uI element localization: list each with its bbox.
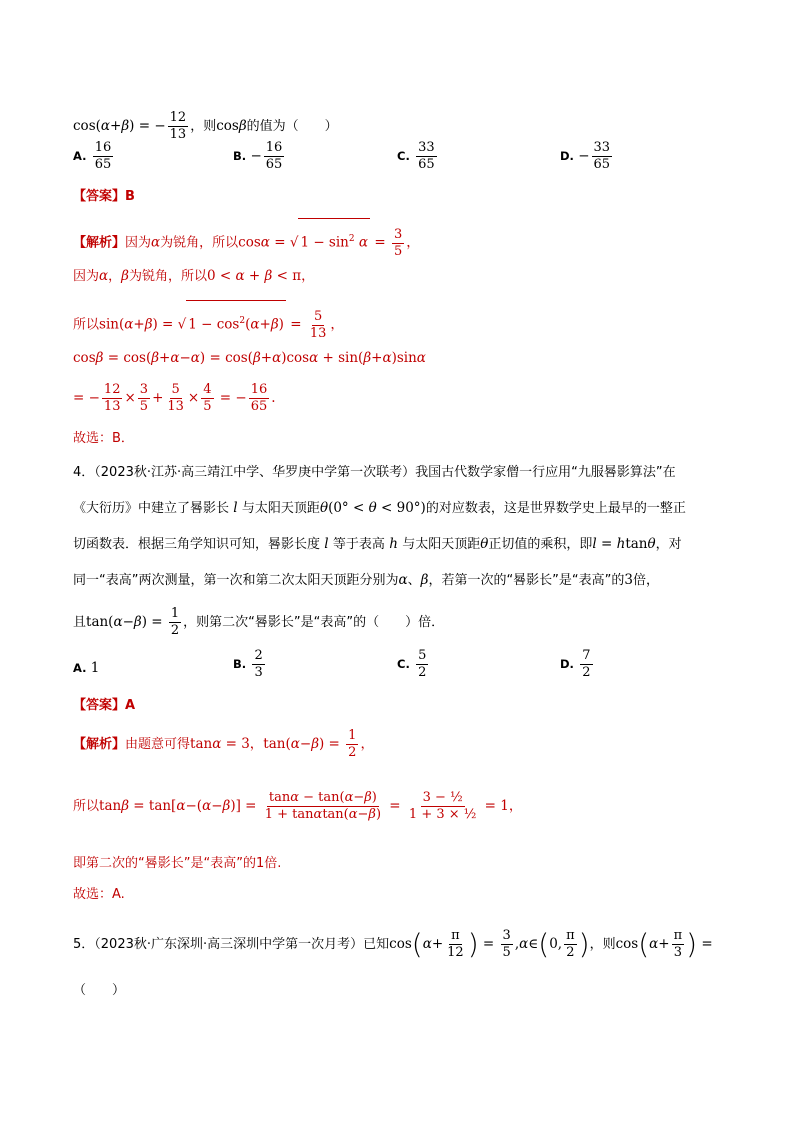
- q4-option-c: C. $\frac{5}{2}$: [397, 648, 427, 680]
- q3-analysis-line-4: cosβ = cos(β+α−α) = cos(β+α)cosα + sin(β+α)sinα: [73, 350, 426, 366]
- q4-conclusion: 故选：A.: [73, 887, 125, 902]
- q4-analysis-line-2: 所以tanβ = tan[α−(α−β)] = $\frac{\tan\alpha - \tan(\alpha-\beta)}{1 + \tan\alpha\tan(\alpha-\beta)}$ = $\frac{\text{3 − ½}}{\text{1 + 3 × ½}}$ = 1，: [73, 790, 523, 822]
- q4-analysis-line-1: 【解析】由题意可得tanα = 3，tan(α−β) = $\frac{1}{2}$ ，: [73, 728, 374, 760]
- q3-stem: cos(α+β) = − $\frac{12}{13}$ ，则cosβ的值为（ ）: [73, 110, 338, 142]
- q3-option-c: C. $\frac{33}{65}$: [397, 140, 435, 172]
- q3-option-b: B. − $\frac{16}{65}$: [233, 140, 283, 172]
- q4-stem-line-2: 《大衍历》中建立了晷影长 l 与太阳天顶距θ(0° < θ < 90°)的对应数表，这是世界数学史上最早的一整正: [73, 500, 686, 516]
- q5-paren: （ ）: [73, 983, 126, 998]
- q4-option-d: D. $\frac{7}{2}$: [560, 648, 591, 680]
- q3-option-d: D. − $\frac{33}{65}$: [560, 140, 611, 172]
- q4-stem-line-1: 4．（2023秋·江苏·高三靖江中学、华罗庚中学第一次联考）我国古代数学家僧一行应用“九服晷影算法”在: [73, 465, 676, 480]
- q4-option-b: B. $\frac{2}{3}$: [233, 648, 263, 680]
- q4-stem-line-5: 且tan(α−β) = $\frac{1}{2}$ ，则第二次“晷影长”是“表高”的（ ）倍．: [73, 606, 445, 638]
- q4-stem-line-4: 同一“表高”两次测量，第一次和第二次太阳天顶距分别为α、β，若第一次的“晷影长”是“表高”的3倍，: [73, 572, 659, 588]
- q3-answer: 【答案】B: [73, 189, 135, 204]
- q3-option-a: A. $\frac{16}{65}$: [73, 140, 112, 172]
- q4-answer: 【答案】A: [73, 698, 136, 713]
- q5-stem-line-1: 5．（2023秋·广东深圳·高三深圳中学第一次月考）已知cos(α+ $\frac{\pi}{12}$ ) = $\frac{3}{5}$ ,α∈(0, $\frac{\pi}{2}$ )，则cos(α+ $\frac{\pi}{3}$ ) =: [73, 927, 713, 961]
- q3-analysis-line-1: 【解析】因为α为锐角，所以cosα = √ $1 - \sin^2 \alpha$ = $\frac{3}{5}$ ，: [73, 218, 721, 258]
- q4-stem-line-3: 切函数表．根据三角学知识可知，晷影长度 l 等于表高 h 与太阳天顶距θ正切值的乘积，即l = htanθ，对: [73, 536, 682, 552]
- q3-stem-tail: ，则: [190, 119, 217, 134]
- q3-analysis-line-5: = − $\frac{12}{13}$ × $\frac{3}{5}$ + $\frac{5}{13}$ × $\frac{4}{5}$ = − $\frac{16}{65}$ .: [73, 382, 276, 414]
- q3-stem-ask: 的值为（ ）: [246, 119, 338, 134]
- q3-analysis-line-2: 因为α，β为锐角，所以0 < α + β < π，: [73, 268, 315, 284]
- q4-analysis-line-3: 即第二次的“晷影长”是“表高”的1倍.: [73, 856, 282, 871]
- q3-conclusion: 故选：B．: [73, 431, 134, 446]
- q3-analysis-line-3: 所以sin(α+β) = √ $1 - \cos^2(\alpha+\beta)$ = $\frac{5}{13}$ ，: [73, 300, 721, 340]
- q4-option-a: A. 1: [73, 660, 100, 676]
